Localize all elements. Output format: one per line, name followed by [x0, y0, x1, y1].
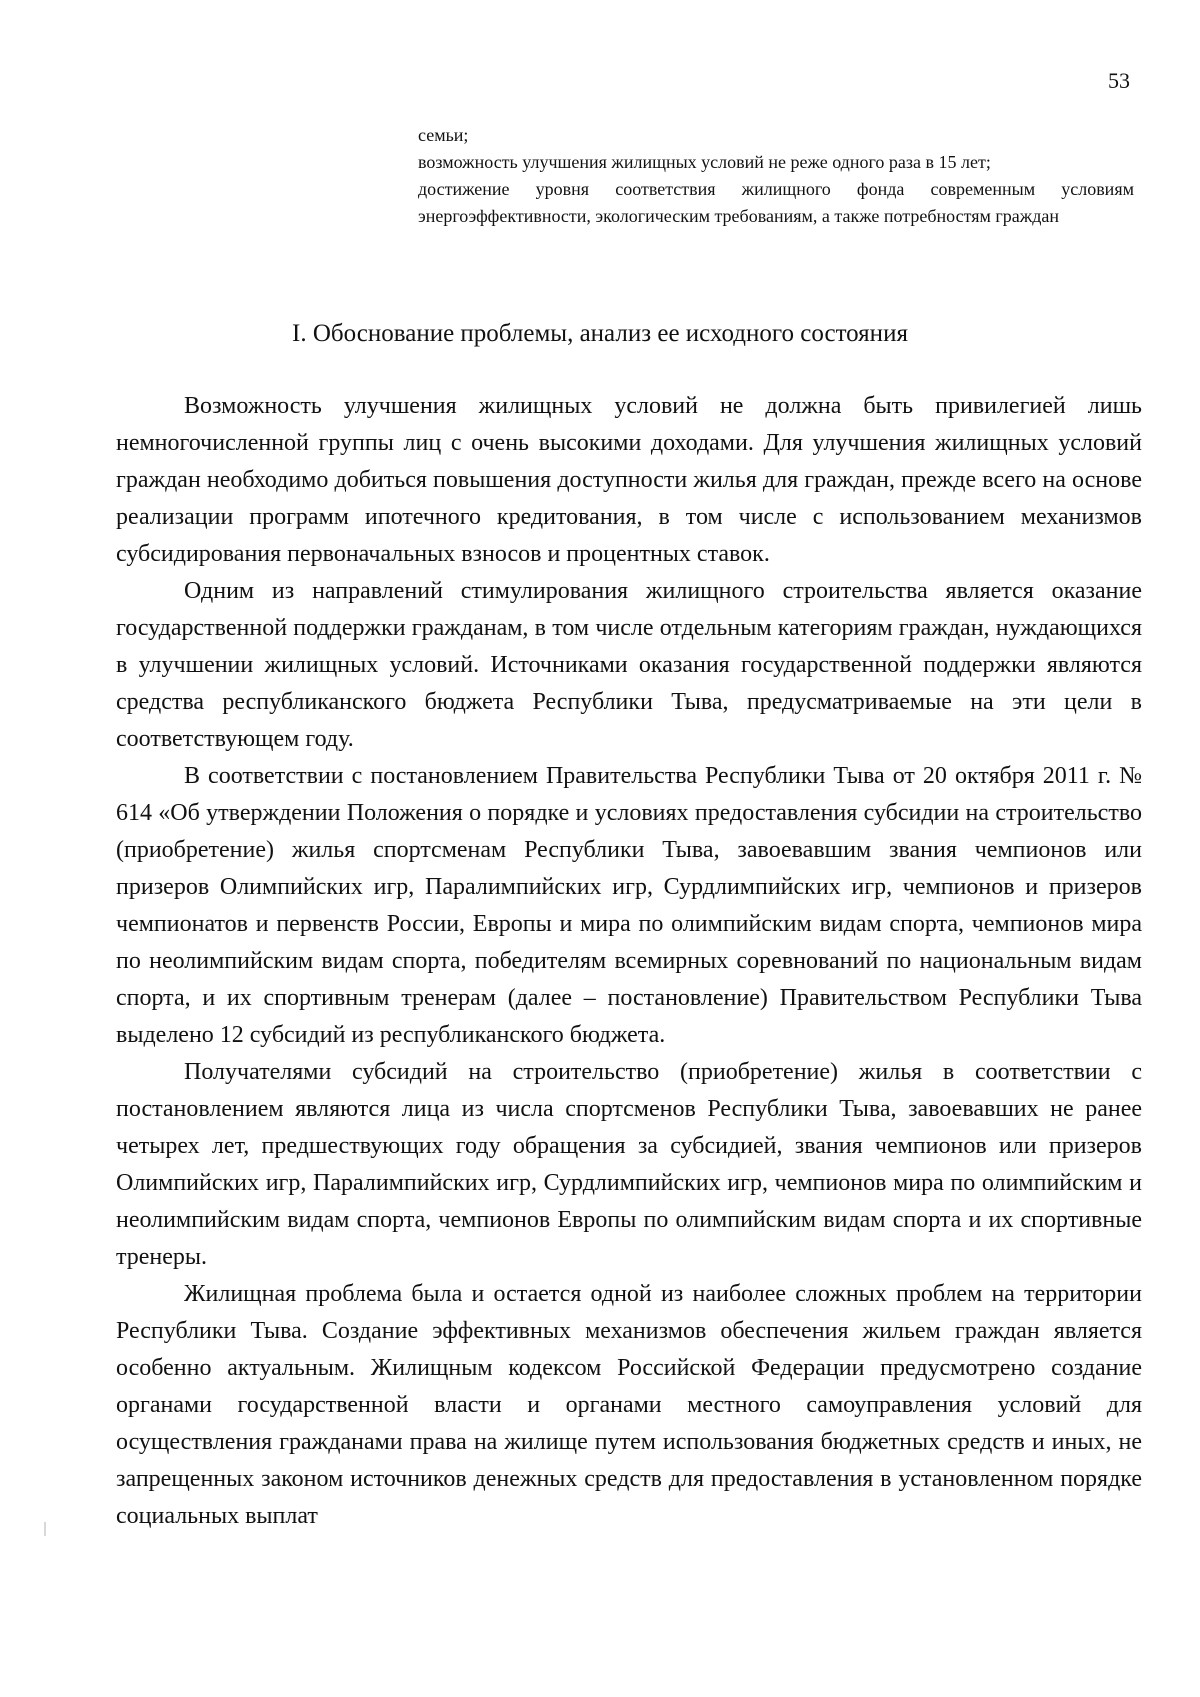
section-heading: I. Обоснование проблемы, анализ ее исходного состояния [292, 320, 908, 347]
goal-item: возможность улучшения жилищных условий не реже одного раза в 15 лет; [418, 152, 991, 172]
goal-item: семьи; [418, 125, 469, 145]
paragraph: Получателями субсидий на строительство (приобретение) жилья в соответствии с постановлением являются лица из числа спортсменов Республики Тыва, завоевавших не ранее четырех лет, предшествующих году обращения за субсидией, звания чемпионов или призеров Олимпийских игр, Паралимпийских игр, Сурдлимпийских игр, чемпионов мира по олимпийским и неолимпийским видам спорта, чемпионов Европы по олимпийским видам спорта и их спортивные тренеры. [116, 1059, 1142, 1270]
paragraph: В соответствии с постановлением Правительства Республики Тыва от 20 октября 2011 г. № 614 «Об утверждении Положения о порядке и условиях предоставления субсидии на строительство (приобретение) жилья спортсменам Республики Тыва, завоевавшим звания чемпионов или призеров Олимпийских игр, Паралимпийских игр, Сурдлимпийских игр, чемпионов и призеров чемпионатов и первенств России, Европы и мира по олимпийским видам спорта, чемпионов мира по неолимпийским видам спорта, победителям всемирных соревнований по национальным видам спорта, и их спортивным тренерам (далее – постановление) Правительством Республики Тыва выделено 12 субсидий из республиканского бюджета. [116, 763, 1142, 1048]
paragraph: Возможность улучшения жилищных условий не должна быть привилегией лишь немногочисленной группы лиц с очень высокими доходами. Для улучшения жилищных условий граждан необходимо добиться повышения доступности жилья для граждан, прежде всего на основе реализации программ ипотечного кредитования, в том числе с использованием механизмов субсидирования первоначальных взносов и процентных ставок. [116, 393, 1142, 567]
goal-item: достижение уровня соответствия жилищного фонда современным условиям энергоэффективности, экологическим требованиям, а также потребностям граждан [418, 179, 1134, 226]
paragraph: Жилищная проблема была и остается одной из наиболее сложных проблем на территории Республики Тыва. Создание эффективных механизмов обеспечения жильем граждан является особенно актуальным. Жилищным кодексом Российской Федерации предусмотрено создание органами государственной власти и органами местного самоуправления условий для осуществления гражданами права на жилище путем использования бюджетных средств и иных, не запрещенных законом источников денежных средств для предоставления в установленном порядке социальных выплат [116, 1281, 1142, 1529]
goals-list [418, 122, 1134, 230]
page-number: 53 [1108, 68, 1130, 93]
scan-artifact [44, 1522, 46, 1536]
body-text [116, 388, 1142, 1535]
paragraph: Одним из направлений стимулирования жилищного строительства является оказание государственной поддержки гражданам, в том числе отдельным категориям граждан, нуждающихся в улучшении жилищных условий. Источниками оказания государственной поддержки являются средства республиканского бюджета Республики Тыва, предусматриваемые на эти цели в соответствующем году. [116, 578, 1142, 752]
